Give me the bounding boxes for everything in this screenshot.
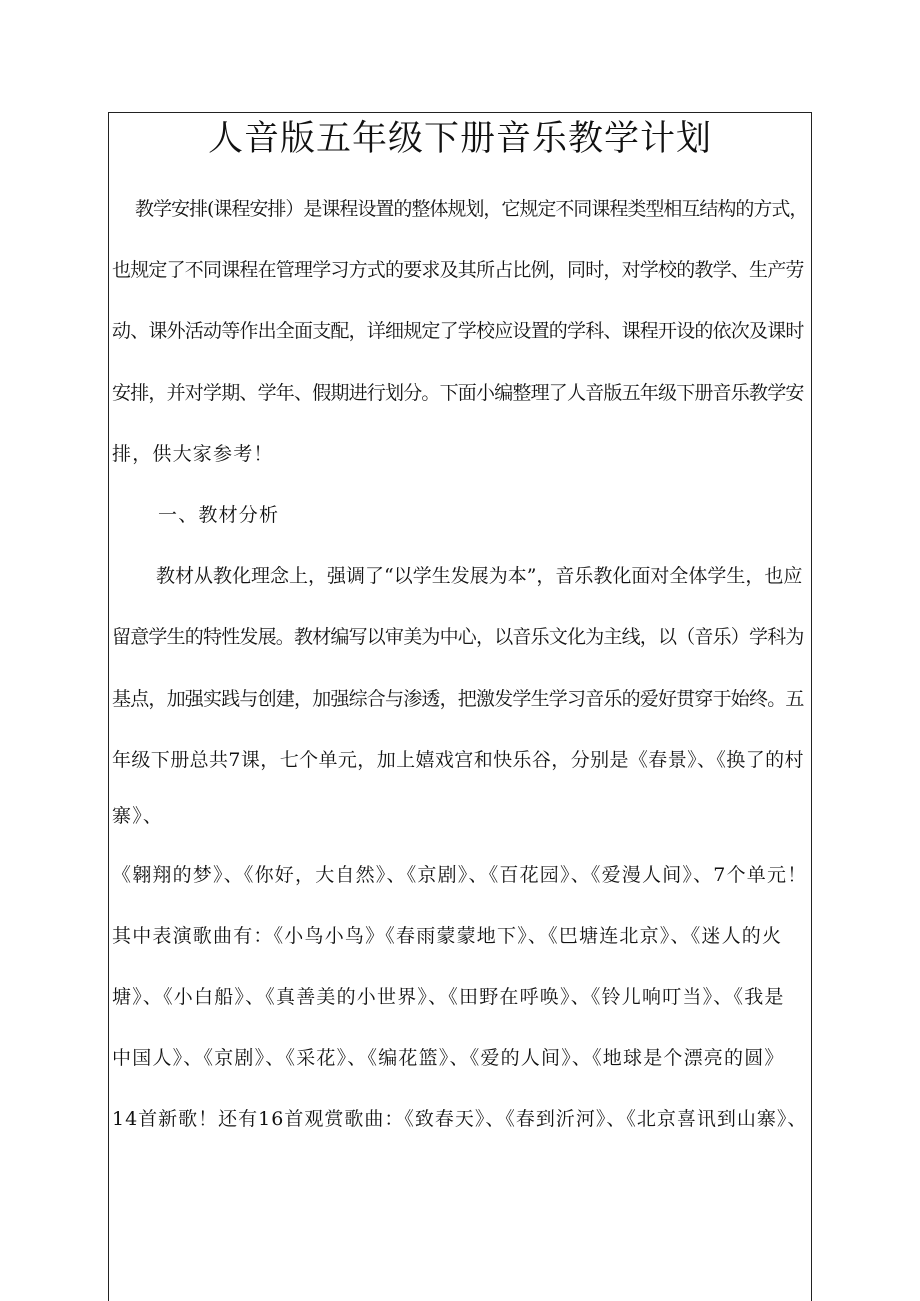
paragraph-line-13: 塘》、《小白船》、《真善美的小世界》、《田野在呼唤》、《铃儿响叮当》、《我是 <box>112 986 785 1008</box>
paragraph-line-1: 教学安排(课程安排）是课程设置的整体规划，它规定不同课程类型相互结构的方式， <box>135 198 808 220</box>
paragraph-line-10: 寨》、 <box>112 805 164 827</box>
paragraph-line-7: 留意学生的特性发展。教材编写以审美为中心，以音乐文化为主线，以（音乐）学科为 <box>112 626 804 648</box>
paragraph-line-12: 其中表演歌曲有：《小鸟小鸟》《春雨蒙蒙地下》、《巴塘连北京》、《迷人的火 <box>112 925 783 947</box>
paragraph-line-9: 年级下册总共7课，七个单元，加上嬉戏宫和快乐谷，分别是《春景》、《换了的村 <box>112 749 804 771</box>
paragraph-line-4: 安排，并对学期、学年、假期进行划分。下面小编整理了人音版五年级下册音乐教学安 <box>112 382 804 404</box>
paragraph-line-5: 排，供大家参考！ <box>112 443 274 465</box>
paragraph-line-6: 教材从教化理念上，强调了“以学生发展为本”，音乐教化面对全体学生，也应 <box>156 565 803 587</box>
paragraph-line-3: 动、课外活动等作出全面支配，详细规定了学校应设置的学科、课程开设的依次及课时 <box>112 320 804 342</box>
paragraph-line-15: 14首新歌！还有16首观赏歌曲：《致春天》、《春到沂河》、《北京喜讯到山寨》、 <box>112 1108 808 1130</box>
paragraph-line-2: 也规定了不同课程在管理学习方式的要求及其所占比例，同时，对学校的教学、生产劳 <box>112 259 804 281</box>
document-title: 人音版五年级下册音乐教学计划 <box>207 119 712 159</box>
section-heading: 一、教材分析 <box>158 504 280 526</box>
paragraph-line-14: 中国人》、《京剧》、《采花》、《编花篮》、《爱的人间》、《地球是个漂亮的圆》 <box>112 1047 785 1069</box>
paragraph-line-11: 《翱翔的梦》、《你好，大自然》、《京剧》、《百花园》、《爱漫人间》、7个单元！ <box>112 864 808 886</box>
paragraph-line-8: 基点，加强实践与创建，加强综合与渗透，把激发学生学习音乐的爱好贯穿于始终。五 <box>112 688 804 710</box>
